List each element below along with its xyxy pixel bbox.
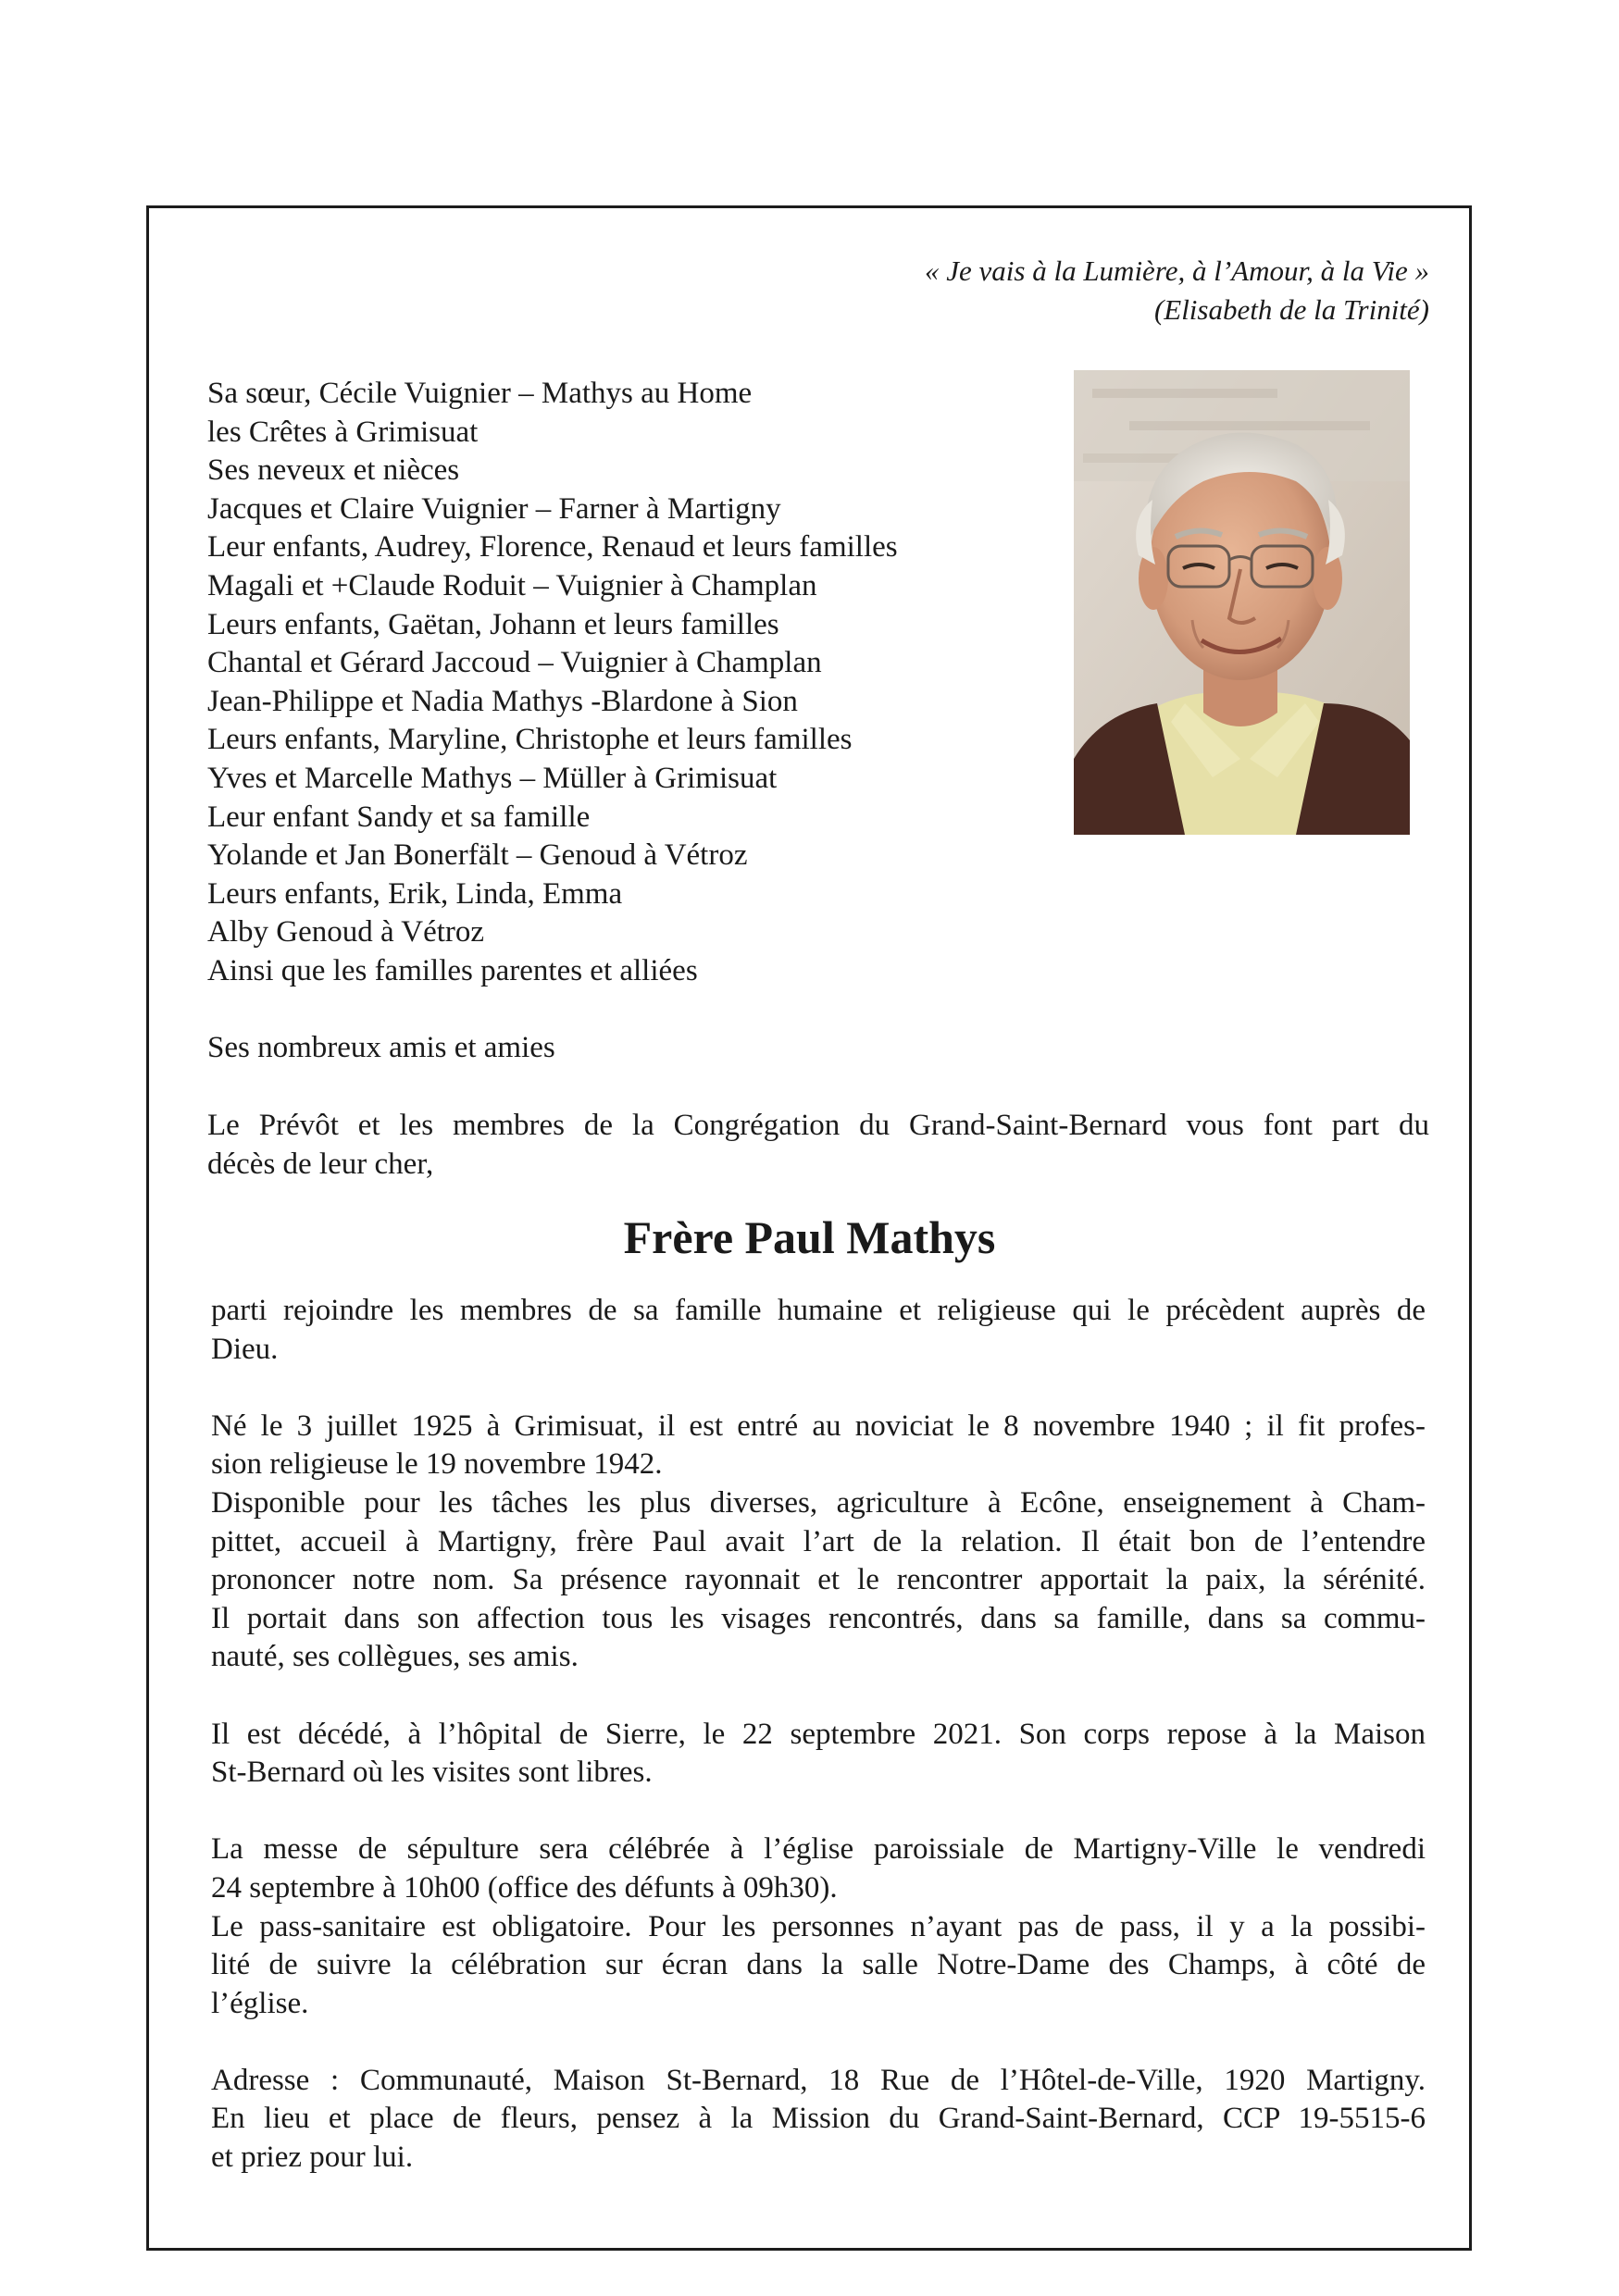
family-line: Sa sœur, Cécile Vuignier – Mathys au Home [207,377,753,410]
text-line: l’église. [211,1986,309,2020]
epigraph-author: (Elisabeth de la Trinité) [1153,293,1429,326]
family-line: Yves et Marcelle Mathys – Müller à Grimisuat [207,761,778,795]
family-line: Leurs enfants, Maryline, Christophe et leurs familles [207,723,853,757]
text-line: Le pass-sanitaire est obligatoire. Pour les personnes n’ayant pas de pass, il y a la possibi- [211,1909,1426,1943]
family-line: Leurs enfants, Erik, Linda, Emma [207,876,623,911]
text-line: Né le 3 juillet 1925 à Grimisuat, il est entré au noviciat le 8 novembre 1940 ; il fit profes- [211,1409,1426,1443]
announcement-line: Le Prévôt et les membres de la Congrégation du Grand-Saint-Bernard vous font part du [207,1109,1429,1142]
family-line: Leur enfants, Audrey, Florence, Renaud et leurs familles [207,530,898,565]
family-line: Magali et +Claude Roduit – Vuignier à Champlan [207,568,817,602]
text-line: 24 septembre à 10h00 (office des défunts à 09h30). [211,1870,838,1905]
deceased-name: Frère Paul Mathys [623,1211,996,1263]
text-line: sion religieuse le 19 novembre 1942. [211,1447,663,1482]
paragraph [211,1408,1426,1677]
portrait-photo [1074,370,1410,835]
announcement [207,1107,1429,1184]
family-line: les Crêtes à Grimisuat [207,415,479,449]
family-line: Jean-Philippe et Nadia Mathys -Blardone à Sion [207,684,798,718]
family-line: Leurs enfants, Gaëtan, Johann et leurs familles [207,607,779,641]
text-line: lité de suivre la célébration sur écran dans la salle Notre-Dame des Champs, à côté de [211,1948,1426,1982]
paragraph [211,1716,1426,1793]
obituary-body [211,1292,1426,2215]
text-line: St-Bernard où les visites sont libres. [211,1756,653,1790]
paragraph [211,2062,1426,2178]
text-line: La messe de sépulture sera célébrée à l’église paroissiale de Martigny-Ville le vendredi [211,1832,1426,1867]
text-line: Disponible pour les tâches les plus diverses, agriculture à Ecône, enseignement à Cham- [211,1485,1426,1520]
family-line: Yolande et Jan Bonerfält – Genoud à Vétroz [207,838,748,873]
paragraph [211,1292,1426,1369]
family-line: Jacques et Claire Vuignier – Farner à Martigny [207,491,781,526]
family-line: Alby Genoud à Vétroz [207,915,485,949]
text-line: nauté, ses collègues, ses amis. [211,1640,579,1674]
text-line: et priez pour lui. [211,2141,414,2175]
epigraph-text: « Je vais à la Lumière, à l’Amour, à la Vie » [925,254,1429,287]
epigraph [925,252,1429,329]
announcement-line: décès de leur cher, [207,1147,434,1181]
paragraph [211,1831,1426,2023]
text-line: En lieu et place de fleurs, pensez à la Mission du Grand-Saint-Bernard, CCP 19-5515-6 [211,2102,1426,2136]
friends-line: Ses nombreux amis et amies [207,1031,555,1064]
family-line: Chantal et Gérard Jaccoud – Vuignier à Champlan [207,646,822,680]
text-line: Dieu. [211,1332,279,1366]
family-line: Leur enfant Sandy et sa famille [207,800,591,834]
text-line: Il portait dans son affection tous les visages rencontrés, dans sa famille, dans sa commu- [211,1601,1426,1635]
text-line: pittet, accueil à Martigny, frère Paul avait l’art de la relation. Il était bon de l’entendre [211,1524,1426,1558]
family-list [207,375,898,991]
text-line: prononcer notre nom. Sa présence rayonnait et le rencontrer apportait la paix, la sérénité. [211,1563,1426,1597]
text-line: parti rejoindre les membres de sa famille humaine et religieuse qui le précèdent auprès de [211,1294,1426,1327]
family-line: Ses neveux et nièces [207,453,460,488]
text-line: Il est décédé, à l’hôpital de Sierre, le 22 septembre 2021. Son corps repose à la Maison [211,1717,1426,1751]
text-line: Adresse : Communauté, Maison St-Bernard, 18 Rue de l’Hôtel-de-Ville, 1920 Martigny. [211,2063,1426,2097]
family-line: Ainsi que les familles parentes et alliées [207,953,698,987]
